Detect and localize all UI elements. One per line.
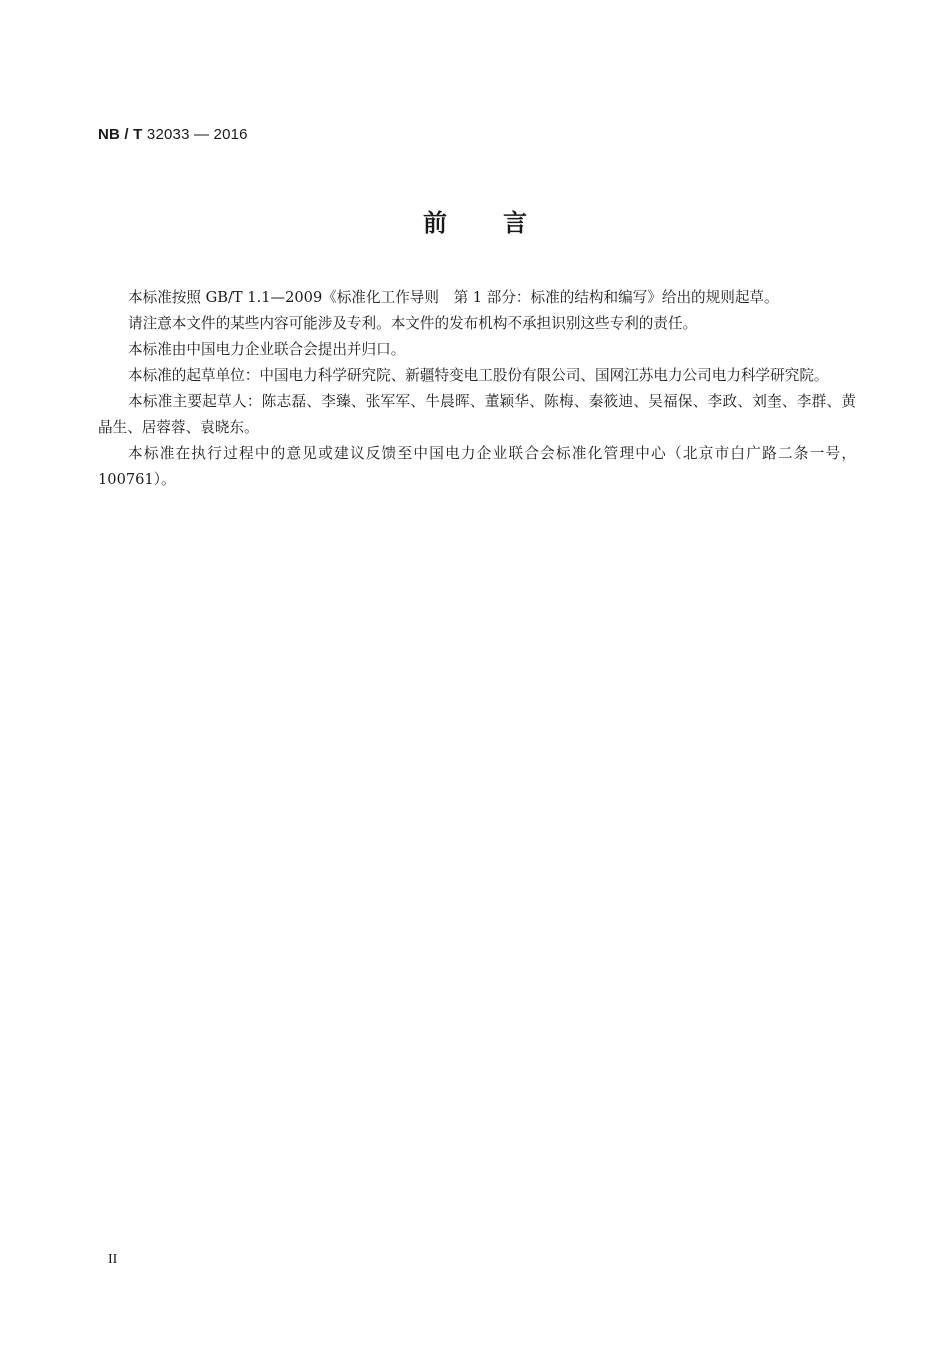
paragraph-proposer: 本标准由中国电力企业联合会提出并归口。 (128, 341, 406, 358)
standard-number: 32033 — 2016 (146, 126, 248, 143)
paragraph-drafting-units: 本标准的起草单位：中国电力科学研究院、新疆特变电工股份有限公司、国网江苏电力公司电力科学研究院。 (128, 367, 829, 384)
paragraph-drafters: 本标准主要起草人：陈志磊、李臻、张军军、牛晨晖、董颖华、陈梅、秦筱迪、吴福保、李政、刘奎、李群、黄晶生、居蓉蓉、袁晓东。 (98, 393, 856, 436)
page-title: 前言 (423, 209, 583, 237)
standard-prefix: NB / T (98, 126, 143, 143)
paragraph-feedback: 本标准在执行过程中的意见或建议反馈至中国电力企业联合会标准化管理中心（北京市白广路二条一号，100761）。 (98, 445, 856, 488)
paragraph-drafting-rules: 本标准按照 GB/T 1.1—2009《标准化工作导则 第 1 部分：标准的结构和编写》给出的规则起草。 (128, 289, 779, 306)
paragraph-patent-notice: 请注意本文件的某些内容可能涉及专利。本文件的发布机构不承担识别这些专利的责任。 (128, 315, 698, 332)
standard-code (98, 126, 248, 143)
foreword-body (98, 285, 856, 493)
page-number: II (108, 1252, 118, 1267)
